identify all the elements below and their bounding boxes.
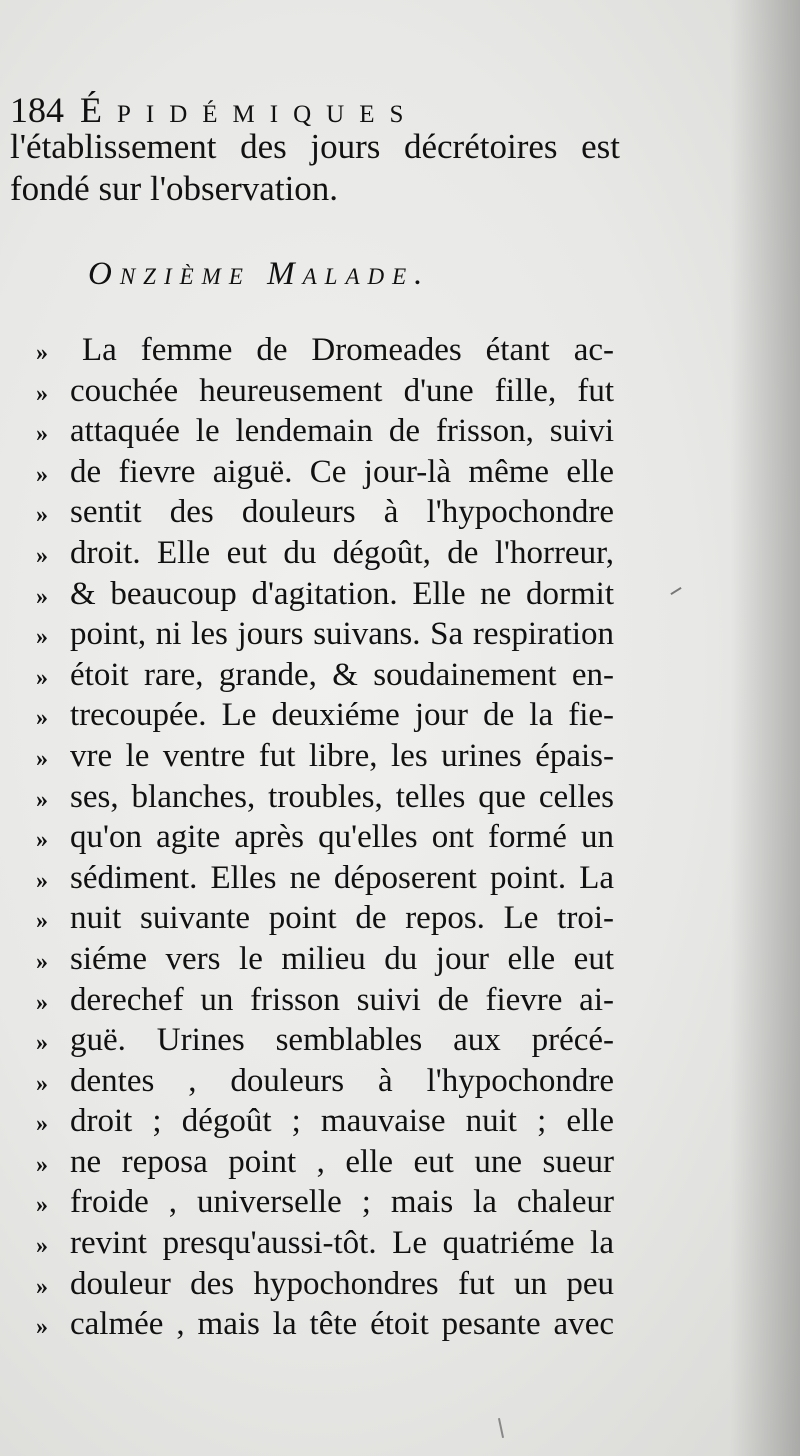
quoted-text: ses, blanches, troubles, telles que celles [70,778,614,815]
quoted-text: froide , universelle ; mais la chaleur [70,1184,614,1221]
quote-mark: » [36,380,46,407]
quote-mark: » [36,1233,46,1260]
quoted-text: guë. Urines semblables aux précé- [70,1022,614,1059]
quote-mark: » [36,827,46,854]
quoted-text: & beaucoup d'agitation. Elle ne dormit [70,575,614,612]
quoted-line [36,330,614,371]
quoted-line [36,1182,614,1223]
quoted-text: douleur des hypochondres fut un peu [70,1265,614,1302]
quoted-line [36,777,614,818]
quoted-line [36,695,614,736]
quote-mark: » [36,340,46,366]
quote-mark: » [36,1273,46,1300]
text-line: l'établissement des jours décrétoires est [10,127,620,166]
quoted-text: dentes , douleurs à l'hypochondre [70,1062,614,1099]
quoted-text: droit. Elle eut du dégoût, de l'horreur, [70,534,614,571]
quoted-text: vre le ventre fut libre, les urines épais- [70,737,614,774]
quoted-text: sédiment. Elles ne déposerent point. La [70,859,614,896]
quoted-line [36,1142,614,1183]
page-number: 184 [10,90,64,130]
quote-mark: » [36,786,46,813]
quoted-line [36,1020,614,1061]
quote-mark: » [36,542,46,569]
quote-mark: » [36,1070,46,1097]
quote-mark: » [36,867,46,894]
quoted-line [36,1264,614,1305]
section-title: Onzième Malade. [88,256,431,292]
quoted-text: revint presqu'aussi-tôt. Le quatriéme la [70,1225,614,1262]
quoted-text: point, ni les jours suivans. Sa respiration [70,616,614,653]
running-head-title: Épidémiques [80,90,419,130]
quoted-text: ne reposa point , elle eut une sueur [70,1143,614,1180]
quoted-line [36,817,614,858]
quoted-text: qu'on agite après qu'elles ont formé un [70,819,614,856]
quoted-line [36,452,614,493]
quoted-line [36,574,614,615]
quoted-passage [36,330,614,1345]
quoted-text: nuit suivante point de repos. Le troi- [70,900,614,937]
intro-text [10,126,620,210]
quote-mark: » [36,705,46,732]
quoted-text: droit ; dégoût ; mauvaise nuit ; elle [70,1103,614,1140]
quoted-line [36,736,614,777]
quoted-line [36,980,614,1021]
quoted-line [36,939,614,980]
ink-stray-mark [670,587,681,595]
quote-mark: » [36,745,46,772]
quoted-line [36,1101,614,1142]
quote-mark: » [36,461,46,488]
quote-mark: » [36,502,46,529]
text-line: fondé sur l'observation. [10,169,339,208]
quote-mark: » [36,1030,46,1057]
quote-mark: » [36,664,46,691]
quoted-line [36,655,614,696]
quoted-text: siéme vers le milieu du jour elle eut [70,940,614,977]
quoted-line [36,371,614,412]
quoted-text: attaquée le lendemain de frisson, suivi [70,413,614,450]
quoted-text: sentit des douleurs à l'hypochondre [70,494,614,531]
ink-stray-mark [498,1418,504,1438]
quoted-line [36,1223,614,1264]
quoted-text: calmée , mais la tête étoit pesante avec [70,1306,614,1343]
quote-mark: » [36,624,46,651]
quoted-line [36,898,614,939]
quoted-line [36,858,614,899]
quoted-line [36,1304,614,1345]
quoted-text: couchée heureusement d'une fille, fut [70,372,614,409]
quoted-text: de fievre aiguë. Ce jour-là même elle [70,453,614,490]
quoted-line [36,1061,614,1102]
quoted-line [36,492,614,533]
quoted-text: étoit rare, grande, & soudainement en- [70,656,614,693]
quote-mark: » [36,421,46,448]
page-edge-shadow [730,0,800,1456]
quote-mark: » [36,989,46,1016]
quoted-text: La femme de Dromeades étant ac- [82,332,614,368]
quoted-text: derechef un frisson suivi de fievre ai- [70,981,614,1018]
quote-mark: » [36,948,46,975]
quote-mark: » [36,908,46,935]
quote-mark: » [36,1314,46,1341]
quote-mark: » [36,1111,46,1138]
quote-mark: » [36,1192,46,1219]
quote-mark: » [36,583,46,610]
quoted-line [36,533,614,574]
quote-mark: » [36,1151,46,1178]
quoted-line [36,411,614,452]
quoted-line [36,614,614,655]
quoted-text: trecoupée. Le deuxiéme jour de la fie- [70,697,614,734]
